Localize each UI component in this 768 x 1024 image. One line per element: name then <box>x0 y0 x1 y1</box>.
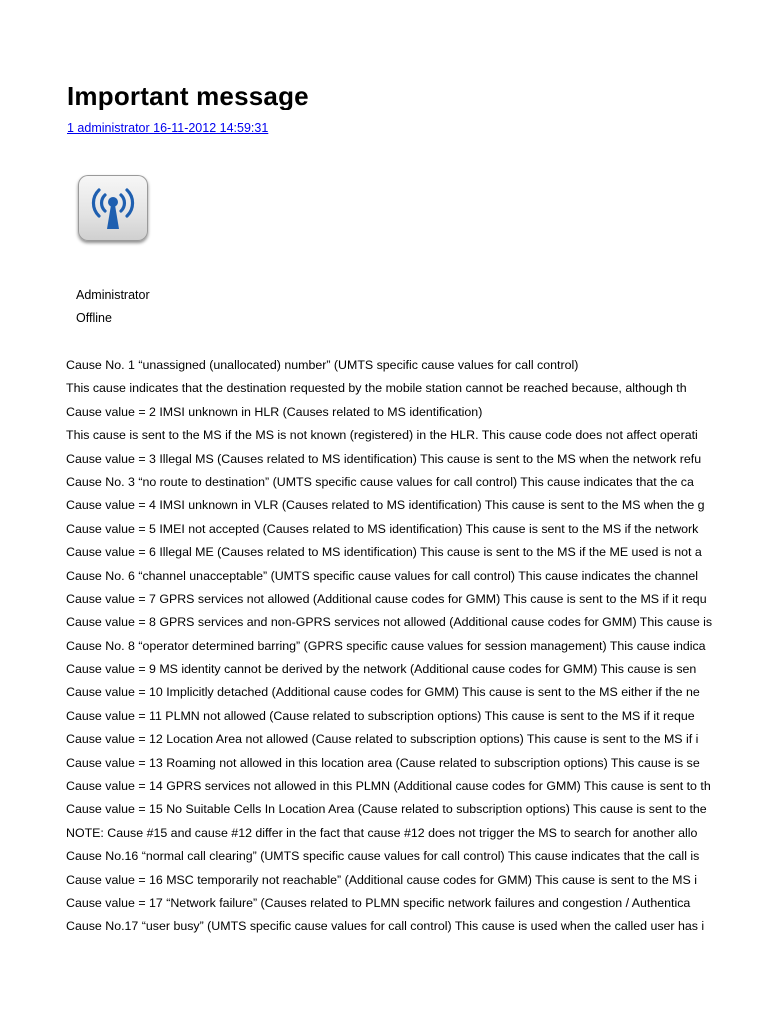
avatar[interactable] <box>78 175 148 241</box>
message-body <box>66 357 768 942</box>
message-line: Cause value = 12 Location Area not allowed (Cause related to subscription options) This cause is sent to the MS if i <box>66 732 699 747</box>
post-meta-link[interactable]: 1 administrator 16-11-2012 14:59:31 <box>67 121 269 135</box>
wireless-tower-icon <box>86 181 140 235</box>
message-line: Cause value = 14 GPRS services not allowed in this PLMN (Additional cause codes for GMM) This cause is sent to th <box>66 779 711 794</box>
message-line: Cause value = 2 IMSI unknown in HLR (Causes related to MS identification) <box>66 404 483 419</box>
message-line: Cause No. 1 “unassigned (unallocated) number” (UMTS specific cause values for call control) <box>66 358 579 372</box>
message-line: Cause value = 3 Illegal MS (Causes related to MS identification) This cause is sent to the MS when the network refu <box>66 451 702 466</box>
message-line: Cause value = 17 “Network failure” (Causes related to PLMN specific network failures and congestion / Authentica <box>66 895 691 910</box>
message-line: Cause No. 6 “channel unacceptable” (UMTS specific cause values for call control) This cause indicates the channel <box>66 568 699 583</box>
message-line: This cause indicates that the destination requested by the mobile station cannot be reached because, although th <box>66 381 687 396</box>
message-line: Cause No.17 “user busy” (UMTS specific cause values for call control) This cause is used when the called user has i <box>66 919 705 934</box>
page-title: Important message <box>67 81 309 110</box>
message-line: Cause value = 6 Illegal ME (Causes related to MS identification) This cause is sent to the MS if the ME used is not a <box>66 545 702 560</box>
message-line: Cause value = 16 MSC temporarily not reachable” (Additional cause codes for GMM) This cause is sent to the MS i <box>66 872 697 887</box>
author-status: Offline <box>76 311 112 325</box>
message-line: Cause value = 9 MS identity cannot be derived by the network (Additional cause codes for GMM) This cause is sen <box>66 662 697 677</box>
message-line: Cause value = 11 PLMN not allowed (Cause related to subscription options) This cause is sent to the MS if it reque <box>66 708 695 723</box>
message-line: Cause value = 5 IMEI not accepted (Causes related to MS identification) This cause is sent to the MS if the network <box>66 521 699 536</box>
message-line: This cause is sent to the MS if the MS is not known (registered) in the HLR. This cause code does not affect operati <box>66 428 698 443</box>
message-line: Cause value = 4 IMSI unknown in VLR (Causes related to MS identification) This cause is sent to the MS when the g <box>66 498 705 513</box>
message-line: Cause value = 7 GPRS services not allowed (Additional cause codes for GMM) This cause is sent to the MS if it requ <box>66 591 707 606</box>
message-line: NOTE: Cause #15 and cause #12 differ in the fact that cause #12 does not trigger the MS to search for another allo <box>66 825 698 840</box>
message-line: Cause value = 10 Implicitly detached (Additional cause codes for GMM) This cause is sent to the MS either if the ne <box>66 685 700 700</box>
message-line: Cause value = 13 Roaming not allowed in this location area (Cause related to subscription options) This cause is se <box>66 755 700 770</box>
message-line: Cause value = 15 No Suitable Cells In Location Area (Cause related to subscription options) This cause is sent to the <box>66 802 707 817</box>
message-line: Cause No. 3 “no route to destination” (UMTS specific cause values for call control) This cause indicates that the ca <box>66 474 694 489</box>
message-line: Cause value = 8 GPRS services and non-GPRS services not allowed (Additional cause codes for GMM) This cause is <box>66 615 713 630</box>
author-name: Administrator <box>76 288 150 302</box>
message-line: Cause No. 8 “operator determined barring” (GPRS specific cause values for session management) This cause indica <box>66 638 706 653</box>
message-line: Cause No.16 “normal call clearing” (UMTS specific cause values for call control) This cause indicates that the call is <box>66 849 700 864</box>
